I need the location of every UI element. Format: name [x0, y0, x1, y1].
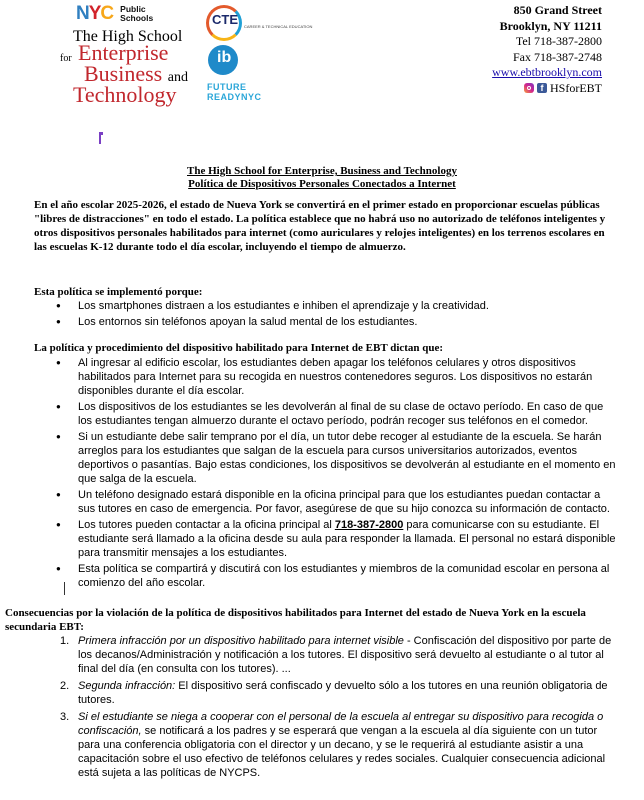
document-subtitle: Política de Dispositivos Personales Conectados a Internet — [188, 178, 456, 190]
cte-logo-subtext: CAREER & TECHNICAL EDUCATION — [244, 24, 313, 29]
list-item: ● Un teléfono designado estará disponible en la oficina principal para que los estudiantes puedan contactar a sus tutores en caso de emergencia. Por favor, asegúrese de que su hijo conozca su información de contacto. — [56, 488, 616, 516]
policy-heading: La política y procedimiento del dispositivo habilitado para Internet de EBT dictan que: — [34, 342, 444, 354]
school-name-business: Business and — [84, 61, 188, 86]
website-link[interactable]: www.ebtbrooklyn.com — [492, 65, 602, 79]
text-insertion-marker — [99, 132, 101, 144]
document-title: The High School for Enterprise, Business and Technology — [187, 165, 457, 177]
school-name-technology: Technology — [73, 82, 177, 107]
text-cursor — [64, 582, 65, 595]
nyc-public-schools-logo — [76, 4, 158, 24]
address-fax: Fax 718-387-2748 — [513, 49, 602, 64]
consequences-list — [56, 634, 616, 783]
nyc-logo-text: Public Schools — [120, 4, 154, 23]
list-item: 2. Segunda infracción: El dispositivo será confiscado y devuelto sólo a los tutores en una reunión obligatoria de tutores. — [60, 680, 608, 706]
school-address — [492, 3, 602, 98]
address-street: 850 Grand Street — [513, 3, 602, 17]
list-item: 3. Si el estudiante se niega a cooperar con el personal de la escuela al entregar su dispositivo para recogida o confiscación, se notificará a los padres y se esperará que vengan a la escuela al día siguiente con un tutor para una conferencia obligatoria con el director y un decano, y se le requerirá al estudiante asistir a una capacitación sobre el uso efectivo de teléfonos celulares y redes sociales. Cualquier consecuencia adicional está sujeta a las políticas de NYCPS. — [60, 711, 606, 779]
list-item: ● Los dispositivos de los estudiantes se les devolverán al final de su clase de octavo período. En caso de que los estudiantes tengan almuerzo durante el octavo período, podrán recoger sus teléfonos en el comedor. — [56, 400, 616, 428]
address-city: Brooklyn, NY 11211 — [499, 18, 602, 33]
list-item: 1. Primera infracción por un dispositivo habilitado para internet visible - Confiscación del dispositivo por parte de los decanos/Administración y notificación a los tutores. El dispositivo será devuelto al estudiante o al tutor al final del día (en consulta con los tutores). ... — [60, 635, 612, 675]
implemented-list — [56, 299, 616, 331]
future-ready-nyc-logo: FUTURE READYNYC — [207, 82, 262, 102]
social-handle: HSforEBT — [550, 80, 602, 95]
instagram-icon[interactable] — [524, 83, 534, 93]
consequences-heading: Consecuencias por la violación de la política de dispositivos habilitados para Internet del estado de Nueva York en la escuela secundaria EBT: — [5, 607, 586, 633]
intro-paragraph: En el año escolar 2025-2026, el estado de Nueva York se convertirá en el primer estado en proporcionar escuelas públicas "libres de distracciones" en todo el estado. La política establece que no habrá uso no autorizado de teléfonos inteligentes y otros dispositivos personales habilitados para internet (como auriculares y relojes inteligentes) en los terrenos escolares en las escuelas K-12 durante todo el día escolar, incluyendo el tiempo de almuerzo. — [34, 199, 606, 253]
office-phone: 718-387-2800 — [334, 519, 404, 531]
list-item: ● Si un estudiante debe salir temprano por el día, un tutor debe recoger al estudiante de la escuela. Se harán arreglos para los estudiantes que salgan de la escuela para cursos universitarios autorizados, eventos deportivos o pasantías. Bajo estas condiciones, los dispositivos se devolverán al estudiante en el momento en que salga de la escuela. — [56, 430, 616, 486]
list-item: ● Al ingresar al edificio escolar, los estudiantes deben apagar los teléfonos celulares y otros dispositivos habilitados para Internet para su recogida en nuestros contenedores seguros. Los dispositivos no estarán disponibles durante el día escolar. — [56, 356, 616, 398]
implemented-heading: Esta política se implementó porque: — [34, 286, 203, 298]
list-item: ● Esta política se compartirá y discutirá con los estudiantes y miembros de la comunidad escolar en persona al comienzo del año escolar. — [56, 562, 616, 590]
school-name-for: for — [60, 53, 72, 64]
nyc-letters: NYC — [76, 3, 114, 24]
ib-logo-text: ib — [217, 49, 232, 66]
policy-list — [56, 356, 616, 592]
address-tel: Tel 718-387-2800 — [515, 34, 602, 48]
cte-logo-text: CTE — [212, 12, 238, 27]
list-item: ● Los entornos sin teléfonos apoyan la salud mental de los estudiantes. — [56, 315, 616, 329]
list-item: ● Los tutores pueden contactar a la oficina principal al 718-387-2800 para comunicarse con su estudiante. El estudiante será llamado a la oficina desde su aula para responder la llamada. El personal no estará disponible para transmitir mensajes a los estudiantes. — [56, 518, 616, 560]
social-links[interactable] — [524, 81, 602, 97]
school-name-enterprise: Enterprise — [78, 40, 169, 65]
school-name-line1: The High School — [73, 28, 183, 45]
facebook-icon[interactable]: f — [537, 83, 547, 93]
list-item: ● Los smartphones distraen a los estudiantes e inhiben el aprendizaje y la creatividad. — [56, 299, 616, 313]
